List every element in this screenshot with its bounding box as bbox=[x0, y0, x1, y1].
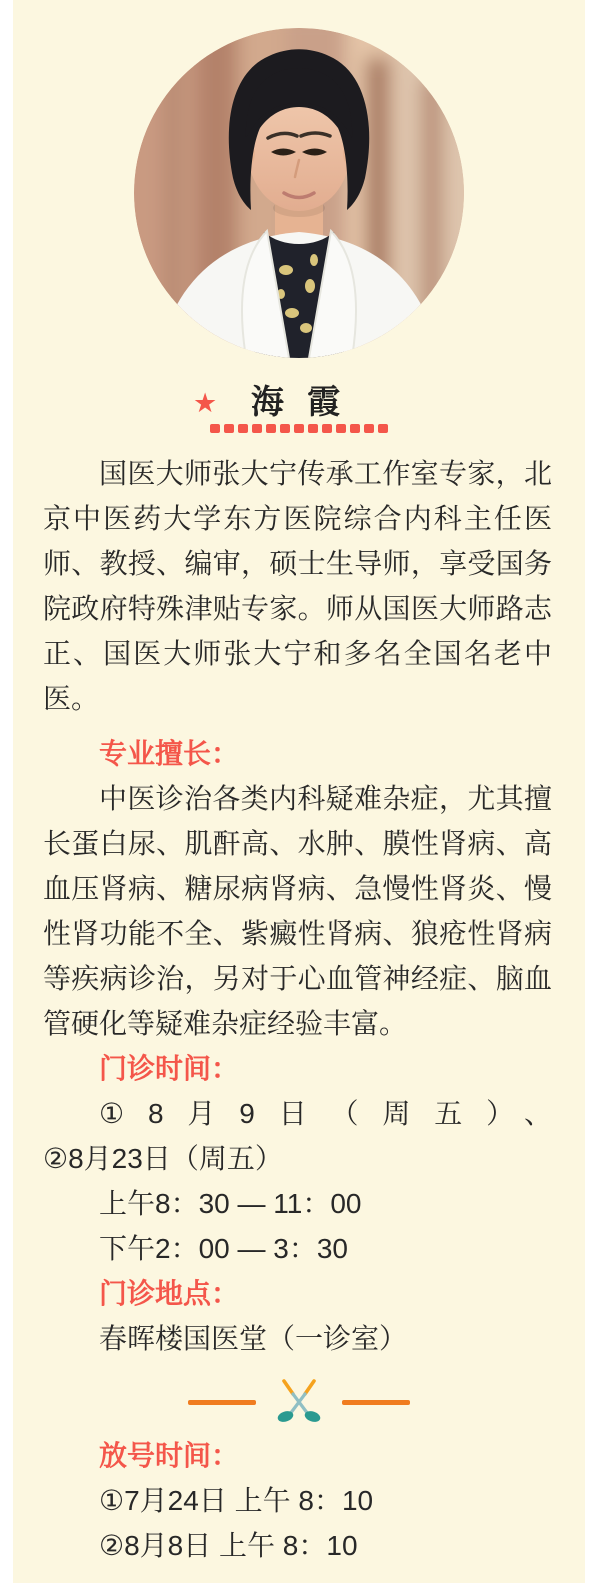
registration-item-2: ②8月8日 上午 8：10 bbox=[99, 1530, 358, 1561]
clinic-morning-hours: 上午8：30 — 11：00 bbox=[99, 1188, 362, 1219]
divider-right-bar bbox=[342, 1400, 410, 1405]
poster-content-area bbox=[13, 0, 585, 1583]
registration-item-1: ①7月24日 上午 8：10 bbox=[99, 1485, 374, 1516]
doctor-portrait-illustration bbox=[134, 28, 464, 358]
clinic-date-line-2: ②8月23日（周五） bbox=[43, 1143, 283, 1174]
crossed-golf-clubs-icon bbox=[275, 1379, 323, 1425]
clinic-afternoon-hours: 下午2：00 — 3：30 bbox=[99, 1233, 348, 1264]
clinic-hours-heading: 门诊时间： bbox=[99, 1053, 240, 1084]
clinic-date-line-1: ①8月9日（周五）、 bbox=[99, 1098, 552, 1129]
doctor-bio: 国医大师张大宁传承工作室专家，北京中医药大学东方医院综合内科主任医师、教授、编审，硕士生导师，享受国务院政府特殊津贴专家。师从国医大师路志正、国医大师张大宁和多名全国名老中医。 bbox=[43, 458, 552, 714]
doctor-name: 海 霞 bbox=[250, 383, 348, 420]
specialty-text: 中医诊治各类内科疑难杂症，尤其擅长蛋白尿、肌酐高、水肿、膜性肾病、高血压肾病、糖尿病肾病、急慢性肾炎、慢性肾功能不全、紫癜性肾病、狼疮性肾病等疾病诊治，另对于心血管神经症、脑血管硬化等疑难杂症经验丰富。 bbox=[43, 783, 552, 1039]
specialty-heading: 专业擅长： bbox=[99, 738, 240, 769]
star-icon: ★ bbox=[193, 388, 218, 418]
name-row bbox=[13, 382, 585, 422]
clinic-location-heading: 门诊地点： bbox=[99, 1278, 240, 1309]
doctor-photo bbox=[134, 28, 464, 358]
clinic-location-text: 春晖楼国医堂（一诊室） bbox=[99, 1323, 408, 1354]
dashed-underline bbox=[13, 424, 585, 433]
section-divider bbox=[13, 1379, 585, 1425]
registration-heading: 放号时间： bbox=[99, 1440, 240, 1471]
divider-left-bar bbox=[188, 1400, 256, 1405]
